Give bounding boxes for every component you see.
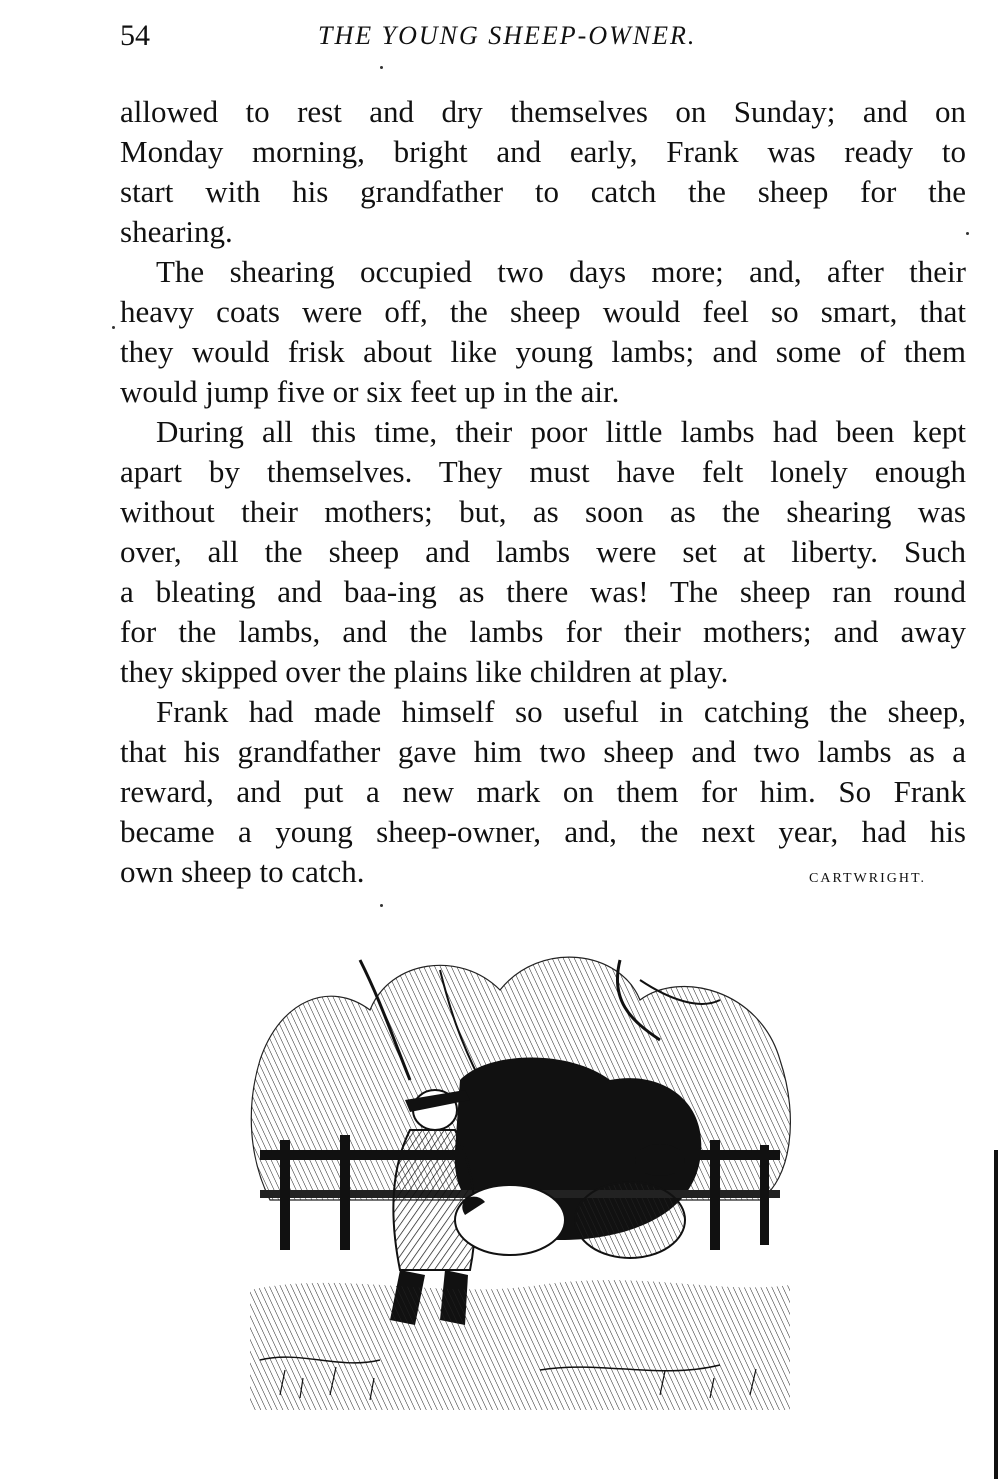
page-edge-rule [994, 1150, 998, 1479]
scan-speck [966, 232, 969, 235]
text-line: shearing. [120, 214, 233, 249]
text-line: reward, and put a new mark on them for him. So Frank [120, 774, 966, 809]
text-line: apart by themselves. They must have felt lonely enough [120, 454, 966, 489]
text-line: over, all the sheep and lambs were set at liberty. Such [120, 534, 966, 569]
paragraph-1 [120, 92, 966, 252]
paragraph-4 [120, 692, 966, 899]
text-line: During all this time, their poor little lambs had been kept [156, 414, 966, 449]
text-line: start with his grandfather to catch the sheep for the [120, 174, 966, 209]
text-line: heavy coats were off, the sheep would feel so smart, that [120, 294, 966, 329]
paragraph-3 [120, 412, 966, 692]
text-line: they would frisk about like young lambs; and some of them [120, 334, 966, 369]
body-text [120, 92, 966, 899]
text-line: they skipped over the plains like children at play. [120, 654, 729, 689]
text-line: Frank had made himself so useful in catching the sheep, [156, 694, 966, 729]
text-line: The shearing occupied two days more; and, after their [156, 254, 966, 289]
author-attribution: CARTWRIGHT. [809, 871, 926, 886]
text-line: that his grandfather gave him two sheep and two lambs as a [120, 734, 966, 769]
running-title: THE YOUNG SHEEP-OWNER. [318, 21, 697, 50]
text-line: became a young sheep-owner, and, the next year, had his [120, 814, 966, 849]
text-line: own sheep to catch. [120, 854, 365, 889]
scan-speck [380, 66, 383, 69]
text-line: Monday morning, bright and early, Frank was ready to [120, 134, 966, 169]
paragraph-2 [120, 252, 966, 412]
text-line: a bleating and baa-ing as there was! The sheep ran round [120, 574, 966, 609]
scan-speck [112, 326, 115, 329]
text-line: allowed to rest and dry themselves on Sunday; and on [120, 94, 966, 129]
text-line: would jump five or six feet up in the air. [120, 374, 620, 409]
page-number: 54 [120, 19, 150, 52]
text-line: without their mothers; but, as soon as the shearing was [120, 494, 966, 529]
scan-speck [380, 904, 383, 907]
text-line: for the lambs, and the lambs for their mothers; and away [120, 614, 966, 649]
closing-line [120, 852, 966, 899]
boy-with-sheep-engraving-icon [240, 940, 800, 1410]
